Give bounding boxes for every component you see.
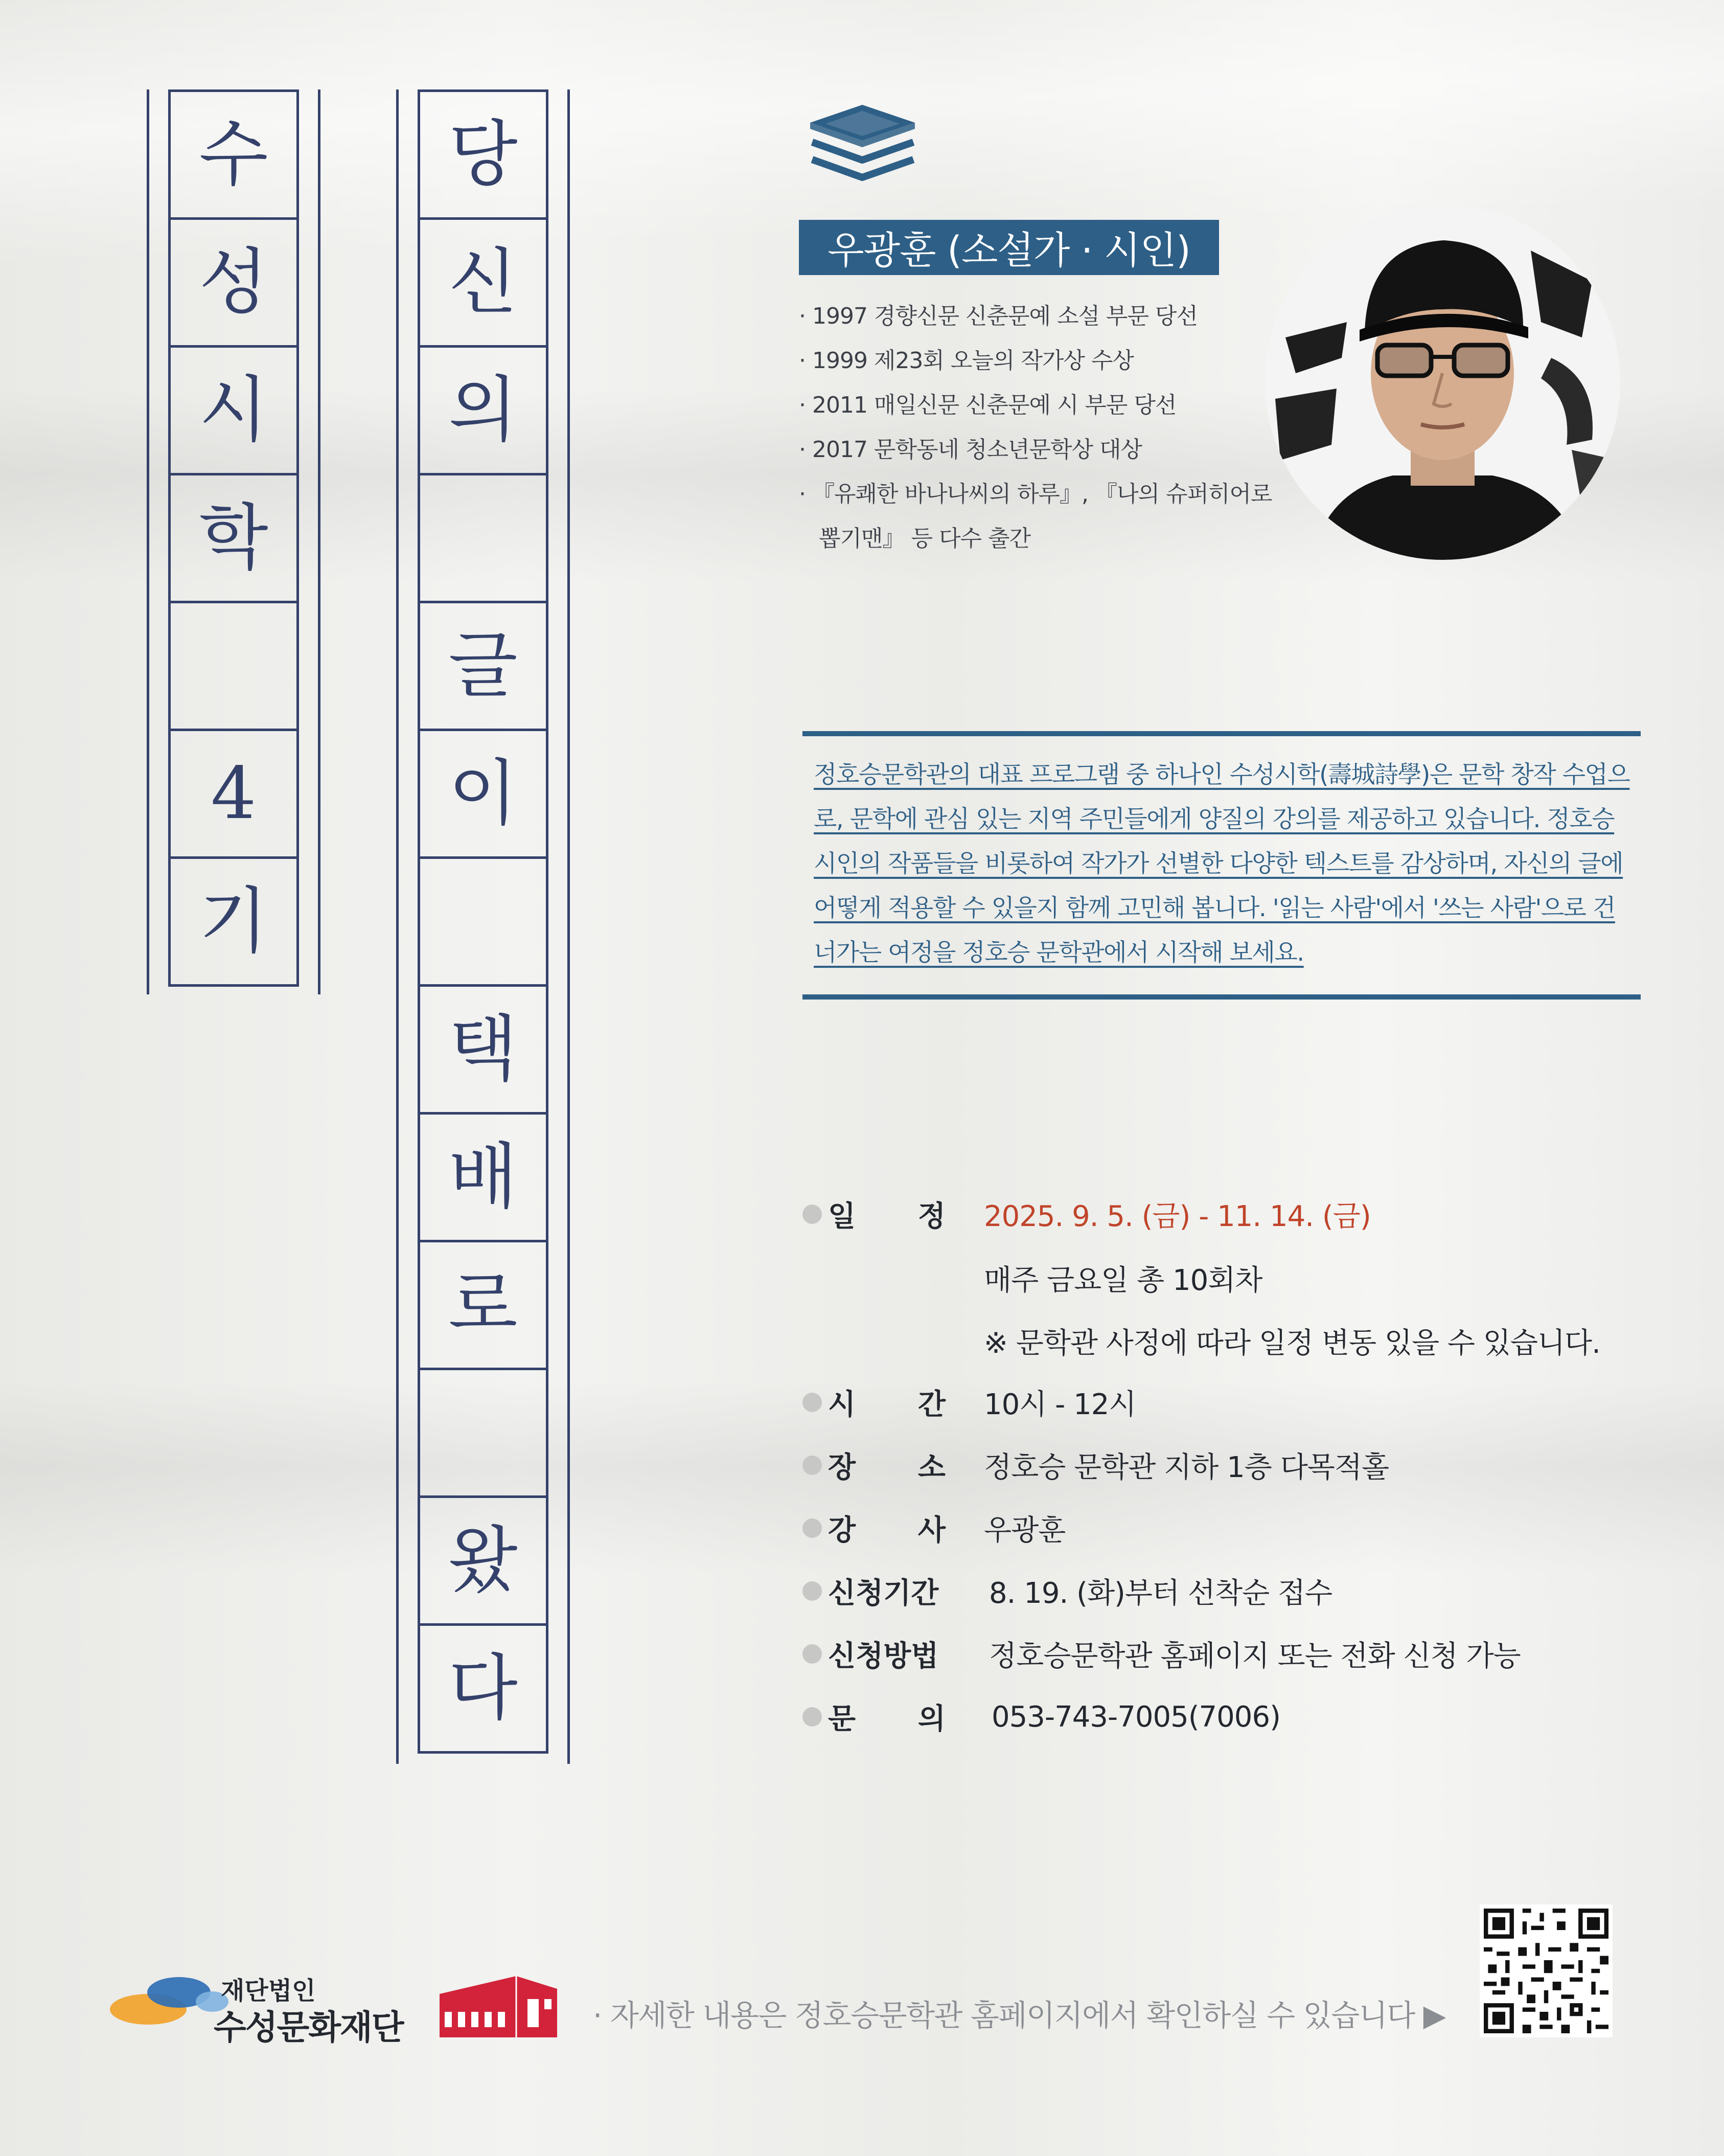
bullet-dot xyxy=(802,1456,822,1475)
career-item: · 1997 경향신문 신춘문예 소설 부문 당선 xyxy=(799,303,1198,329)
bullet-dot xyxy=(802,1581,822,1601)
author-name: 우광훈 (소설가 · 시인) xyxy=(799,220,1219,275)
title-char xyxy=(420,859,546,987)
schedule-sub2: ※ 문학관 사정에 따라 일정 변동 있을 수 있습니다. xyxy=(984,1327,1600,1360)
portrait-illustration xyxy=(1265,205,1620,560)
foundation-logo-icon xyxy=(107,1966,230,2027)
schedule-sub1: 매주 금요일 총 10회차 xyxy=(984,1264,1262,1297)
info-label: 장 소 xyxy=(828,1451,946,1484)
info-label: 문 의 xyxy=(828,1703,946,1736)
info-label: 강 사 xyxy=(828,1514,946,1547)
title-char: 왔 xyxy=(420,1498,546,1626)
schedule-value: 2025. 9. 5. (금) - 11. 14. (금) xyxy=(984,1200,1371,1233)
title-char xyxy=(171,603,296,731)
info-label: 신청기간 xyxy=(828,1577,939,1610)
title-char: 로 xyxy=(420,1242,546,1370)
column-rail xyxy=(147,89,149,994)
method-value: 정호승문학관 홈페이지 또는 전화 신청 가능 xyxy=(989,1640,1521,1673)
column-rail xyxy=(567,89,570,1764)
intro-top-rule xyxy=(802,731,1641,736)
info-row-method xyxy=(802,1633,1521,1674)
career-item: · 2011 매일신문 신춘문예 시 부문 당선 xyxy=(799,392,1177,418)
career-item: 뽑기맨』 등 다수 출간 xyxy=(799,526,1030,552)
intro-bottom-rule xyxy=(802,994,1641,1000)
author-career-list xyxy=(799,294,1272,561)
title-char xyxy=(420,1370,546,1498)
title-char: 배 xyxy=(420,1115,546,1242)
bullet-dot xyxy=(802,1518,822,1538)
info-label: 일 정 xyxy=(828,1200,946,1233)
info-label: 신청방법 xyxy=(828,1640,939,1673)
title-char: 의 xyxy=(420,348,546,475)
career-item: · 1999 제23회 오늘의 작가상 수상 xyxy=(799,348,1134,374)
title-char: 글 xyxy=(420,603,546,731)
title-char: 4 xyxy=(171,731,296,859)
intro-paragraph: 정호승문학관의 대표 프로그램 중 하나인 수성시학(壽城詩學)은 문학 창작 수업으로, 문학에 관심 있는 지역 주민들에게 양질의 강의를 제공하고 있습니다. 정호승 시인의 작품들을 비롯하여 작가가 선별한 다양한 텍스트를 감상하며, 자신의 글에 어떻게 적용할 수 있을지 함께 고민해 봅니다. '읽는 사람'에서 '쓰는 사람'으로 건너가는 여정을 정호승 문학관에서 시작해 보세요. xyxy=(814,761,1630,967)
career-item: · 『유쾌한 바나나씨의 하루』, 『나의 슈퍼히어로 xyxy=(799,481,1272,507)
bullet-dot xyxy=(802,1707,822,1727)
info-row-contact xyxy=(802,1696,1280,1737)
title-column-1 xyxy=(147,89,320,994)
column-grid xyxy=(168,89,299,987)
qr-code-icon[interactable] xyxy=(1480,1904,1613,2037)
title-char: 성 xyxy=(171,220,296,348)
career-item: · 2017 문학동네 청소년문학상 대상 xyxy=(799,437,1142,463)
bullet-dot xyxy=(802,1644,822,1664)
museum-building-icon xyxy=(440,1963,557,2037)
column-rail xyxy=(396,89,399,1764)
info-row-period xyxy=(802,1571,1332,1612)
info-label: 시 간 xyxy=(828,1388,946,1421)
books-icon xyxy=(805,102,920,187)
title-char: 시 xyxy=(171,348,296,475)
time-value: 10시 - 12시 xyxy=(984,1388,1136,1421)
footer-note: · 자세한 내용은 정호승문학관 홈페이지에서 확인하실 수 있습니다 ▶ xyxy=(593,1998,1445,2033)
bullet-dot xyxy=(802,1205,822,1224)
foundation-name: 수성문화재단 xyxy=(214,2008,403,2047)
title-char: 다 xyxy=(420,1626,546,1754)
period-value: 8. 19. (화)부터 선착순 접수 xyxy=(989,1577,1332,1610)
title-char xyxy=(420,475,546,603)
column-grid xyxy=(418,89,548,1754)
bullet-dot xyxy=(802,1393,822,1412)
info-row-schedule xyxy=(802,1194,1371,1235)
place-value: 정호승 문학관 지하 1층 다목적홀 xyxy=(984,1451,1389,1484)
title-char: 기 xyxy=(171,859,296,987)
title-char: 학 xyxy=(171,475,296,603)
foundation-small-label: 재단법인 xyxy=(221,1977,316,2005)
author-portrait xyxy=(1265,205,1620,560)
title-char: 택 xyxy=(420,987,546,1115)
title-column-2 xyxy=(396,89,570,1764)
info-row-place xyxy=(802,1445,1389,1486)
info-row-time xyxy=(802,1382,1136,1423)
info-row-lecturer xyxy=(802,1508,1066,1549)
column-rail xyxy=(318,89,320,994)
title-char: 수 xyxy=(171,92,296,220)
title-char: 신 xyxy=(420,220,546,348)
title-char: 당 xyxy=(420,92,546,220)
contact-value: 053-743-7005(7006) xyxy=(992,1700,1280,1734)
title-char: 이 xyxy=(420,731,546,859)
lecturer-value: 우광훈 xyxy=(984,1514,1066,1547)
